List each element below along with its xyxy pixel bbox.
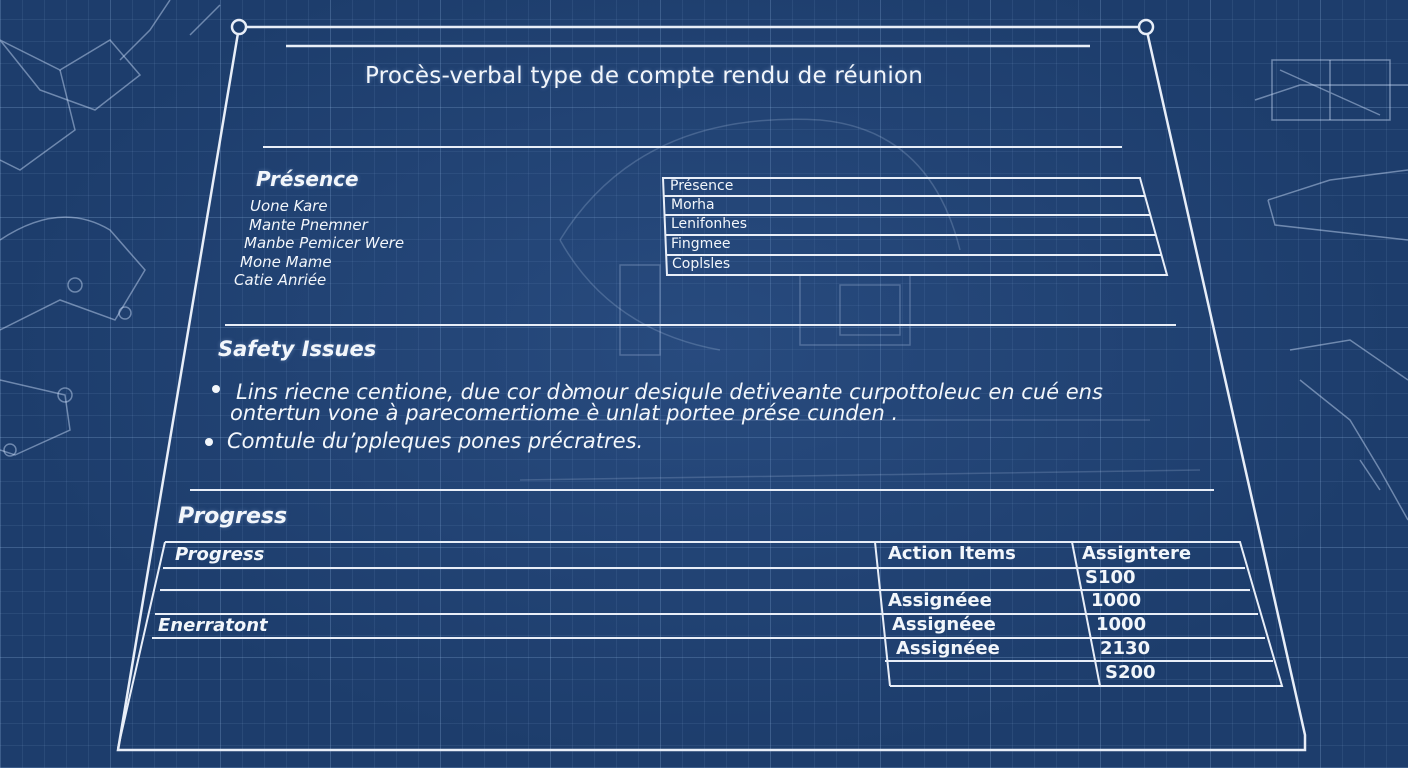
progress-row-label: Enerratont: [158, 615, 268, 636]
attendee-name: Mante Pnemner: [249, 216, 368, 234]
assign-value-cell: S100: [1085, 567, 1136, 588]
bullet-dot: [212, 385, 220, 393]
safety-bullet-text: ontertun vone à parecomertiome è unlat portee prése cunden .: [230, 401, 899, 425]
progress-table-header: Progress: [175, 544, 265, 565]
action-items-header: Action Items: [888, 543, 1016, 564]
progress-heading: Progress: [178, 504, 288, 529]
assign-value-cell: 1000: [1096, 614, 1147, 635]
presence-table-cell: Coplsles: [672, 256, 731, 272]
action-item-cell: Assignéee: [888, 590, 992, 611]
presence-table-cell: Lenifonhes: [671, 216, 748, 232]
bullet-dot: [205, 438, 213, 446]
presence-table-cell: Morha: [671, 197, 715, 213]
presence-table-cell: Présence: [670, 178, 734, 194]
assign-value-cell: 1000: [1091, 590, 1142, 611]
attendee-name: Manbe Pemicer Were: [244, 234, 405, 252]
presence-table-cell: Fingmee: [671, 236, 731, 252]
safety-bullet-text: Comtule du’ppleques pones précratres.: [227, 429, 644, 453]
safety-heading: Safety Issues: [218, 337, 377, 361]
document-title: Procès-verbal type de compte rendu de réunion: [365, 63, 924, 89]
action-item-cell: Assignéee: [896, 638, 1000, 659]
attendee-name: Uone Kare: [250, 197, 328, 215]
attendee-name: Catie Anriée: [234, 271, 327, 289]
assign-value-cell: 2130: [1100, 638, 1151, 659]
safety-bullet-text: Lins riecne centione, due cor dꝺmour desiqule detiveante curpottoleuc en cué ens: [236, 380, 1103, 404]
attendee-name: Mone Mame: [240, 253, 332, 271]
assign-header: Assigntere: [1082, 543, 1192, 564]
presence-heading: Présence: [256, 167, 359, 191]
action-item-cell: Assignéee: [892, 614, 996, 635]
assign-value-cell: S200: [1105, 662, 1156, 683]
